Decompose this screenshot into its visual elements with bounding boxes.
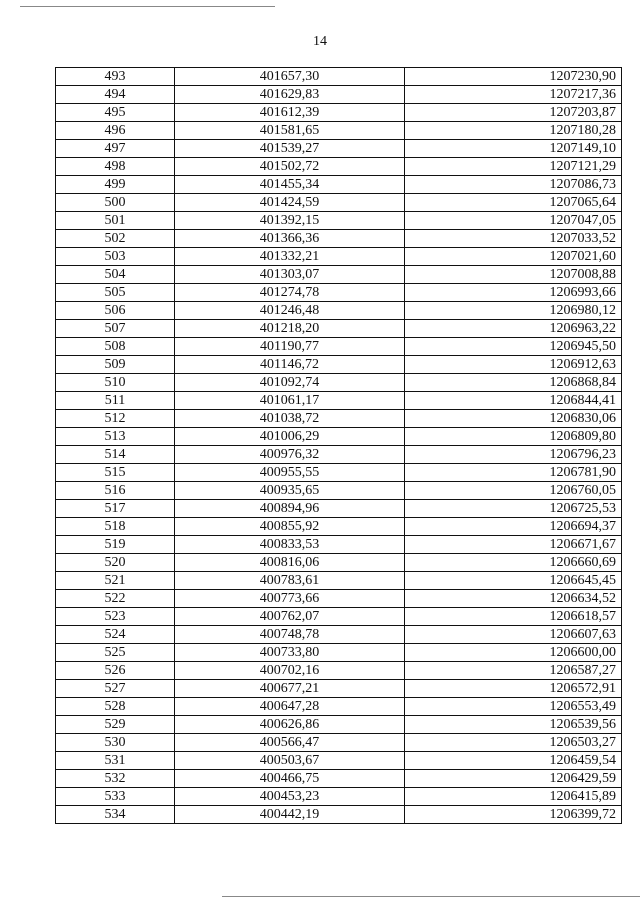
- x-coordinate-cell: 400702,16: [175, 662, 405, 680]
- point-number-cell: 499: [56, 176, 175, 194]
- table-row: [56, 446, 622, 464]
- x-coordinate-cell: 401332,21: [175, 248, 405, 266]
- table-row: [56, 788, 622, 806]
- table-row: [56, 752, 622, 770]
- table-row: [56, 536, 622, 554]
- table-row: [56, 320, 622, 338]
- point-number-cell: 507: [56, 320, 175, 338]
- table-row: [56, 104, 622, 122]
- x-coordinate-cell: 400442,19: [175, 806, 405, 824]
- table-row: [56, 140, 622, 158]
- point-number-cell: 528: [56, 698, 175, 716]
- point-number-cell: 511: [56, 392, 175, 410]
- y-coordinate-cell: 1206459,54: [405, 752, 622, 770]
- table-row: [56, 464, 622, 482]
- x-coordinate-cell: 401190,77: [175, 338, 405, 356]
- point-number-cell: 502: [56, 230, 175, 248]
- table-row: [56, 482, 622, 500]
- table-row: [56, 572, 622, 590]
- x-coordinate-cell: 400773,66: [175, 590, 405, 608]
- x-coordinate-cell: 400855,92: [175, 518, 405, 536]
- y-coordinate-cell: 1206844,41: [405, 392, 622, 410]
- point-number-cell: 526: [56, 662, 175, 680]
- y-coordinate-cell: 1206671,67: [405, 536, 622, 554]
- y-coordinate-cell: 1206607,63: [405, 626, 622, 644]
- y-coordinate-cell: 1207008,88: [405, 266, 622, 284]
- point-number-cell: 508: [56, 338, 175, 356]
- point-number-cell: 497: [56, 140, 175, 158]
- table-row: [56, 590, 622, 608]
- y-coordinate-cell: 1207230,90: [405, 68, 622, 86]
- x-coordinate-cell: 401366,36: [175, 230, 405, 248]
- x-coordinate-cell: 400677,21: [175, 680, 405, 698]
- table-row: [56, 266, 622, 284]
- point-number-cell: 513: [56, 428, 175, 446]
- table-row: [56, 284, 622, 302]
- point-number-cell: 506: [56, 302, 175, 320]
- x-coordinate-cell: 400833,53: [175, 536, 405, 554]
- y-coordinate-cell: 1206572,91: [405, 680, 622, 698]
- table-row: [56, 626, 622, 644]
- x-coordinate-cell: 401424,59: [175, 194, 405, 212]
- point-number-cell: 517: [56, 500, 175, 518]
- table-row: [56, 86, 622, 104]
- x-coordinate-cell: 400733,80: [175, 644, 405, 662]
- y-coordinate-cell: 1206980,12: [405, 302, 622, 320]
- y-coordinate-cell: 1206503,27: [405, 734, 622, 752]
- x-coordinate-cell: 400816,06: [175, 554, 405, 572]
- x-coordinate-cell: 400453,23: [175, 788, 405, 806]
- x-coordinate-cell: 401303,07: [175, 266, 405, 284]
- y-coordinate-cell: 1206539,56: [405, 716, 622, 734]
- point-number-cell: 500: [56, 194, 175, 212]
- point-number-cell: 501: [56, 212, 175, 230]
- point-number-cell: 533: [56, 788, 175, 806]
- table-row: [56, 662, 622, 680]
- table-row: [56, 554, 622, 572]
- point-number-cell: 493: [56, 68, 175, 86]
- y-coordinate-cell: 1207180,28: [405, 122, 622, 140]
- x-coordinate-cell: 401274,78: [175, 284, 405, 302]
- table-row: [56, 212, 622, 230]
- y-coordinate-cell: 1206399,72: [405, 806, 622, 824]
- y-coordinate-cell: 1206429,59: [405, 770, 622, 788]
- x-coordinate-cell: 401629,83: [175, 86, 405, 104]
- x-coordinate-cell: 401539,27: [175, 140, 405, 158]
- point-number-cell: 532: [56, 770, 175, 788]
- table-row: [56, 518, 622, 536]
- point-number-cell: 527: [56, 680, 175, 698]
- point-number-cell: 516: [56, 482, 175, 500]
- point-number-cell: 503: [56, 248, 175, 266]
- point-number-cell: 515: [56, 464, 175, 482]
- point-number-cell: 525: [56, 644, 175, 662]
- point-number-cell: 510: [56, 374, 175, 392]
- y-coordinate-cell: 1206945,50: [405, 338, 622, 356]
- top-rule: [20, 6, 275, 7]
- x-coordinate-cell: 400647,28: [175, 698, 405, 716]
- x-coordinate-cell: 400748,78: [175, 626, 405, 644]
- y-coordinate-cell: 1206725,53: [405, 500, 622, 518]
- x-coordinate-cell: 401218,20: [175, 320, 405, 338]
- y-coordinate-cell: 1207033,52: [405, 230, 622, 248]
- table-row: [56, 644, 622, 662]
- table-row: [56, 428, 622, 446]
- x-coordinate-cell: 400626,86: [175, 716, 405, 734]
- point-number-cell: 529: [56, 716, 175, 734]
- table-row: [56, 374, 622, 392]
- y-coordinate-cell: 1206618,57: [405, 608, 622, 626]
- bottom-rule: [222, 896, 640, 897]
- point-number-cell: 530: [56, 734, 175, 752]
- y-coordinate-cell: 1206830,06: [405, 410, 622, 428]
- y-coordinate-cell: 1206553,49: [405, 698, 622, 716]
- x-coordinate-cell: 400762,07: [175, 608, 405, 626]
- x-coordinate-cell: 401455,34: [175, 176, 405, 194]
- x-coordinate-cell: 400503,67: [175, 752, 405, 770]
- table-row: [56, 806, 622, 824]
- point-number-cell: 531: [56, 752, 175, 770]
- x-coordinate-cell: 401392,15: [175, 212, 405, 230]
- coordinates-table-body: [56, 68, 622, 824]
- point-number-cell: 505: [56, 284, 175, 302]
- y-coordinate-cell: 1206760,05: [405, 482, 622, 500]
- x-coordinate-cell: 401092,74: [175, 374, 405, 392]
- table-row: [56, 68, 622, 86]
- y-coordinate-cell: 1206600,00: [405, 644, 622, 662]
- point-number-cell: 522: [56, 590, 175, 608]
- table-row: [56, 410, 622, 428]
- point-number-cell: 518: [56, 518, 175, 536]
- table-row: [56, 248, 622, 266]
- x-coordinate-cell: 401657,30: [175, 68, 405, 86]
- x-coordinate-cell: 401612,39: [175, 104, 405, 122]
- point-number-cell: 514: [56, 446, 175, 464]
- point-number-cell: 512: [56, 410, 175, 428]
- point-number-cell: 534: [56, 806, 175, 824]
- point-number-cell: 504: [56, 266, 175, 284]
- table-row: [56, 680, 622, 698]
- y-coordinate-cell: 1207217,36: [405, 86, 622, 104]
- table-row: [56, 608, 622, 626]
- table-row: [56, 770, 622, 788]
- y-coordinate-cell: 1207021,60: [405, 248, 622, 266]
- x-coordinate-cell: 401581,65: [175, 122, 405, 140]
- point-number-cell: 519: [56, 536, 175, 554]
- table-row: [56, 338, 622, 356]
- table-row: [56, 158, 622, 176]
- x-coordinate-cell: 400783,61: [175, 572, 405, 590]
- table-row: [56, 176, 622, 194]
- point-number-cell: 495: [56, 104, 175, 122]
- y-coordinate-cell: 1206660,69: [405, 554, 622, 572]
- y-coordinate-cell: 1206796,23: [405, 446, 622, 464]
- table-row: [56, 734, 622, 752]
- x-coordinate-cell: 401502,72: [175, 158, 405, 176]
- x-coordinate-cell: 400935,65: [175, 482, 405, 500]
- point-number-cell: 498: [56, 158, 175, 176]
- table-row: [56, 194, 622, 212]
- x-coordinate-cell: 401246,48: [175, 302, 405, 320]
- table-row: [56, 230, 622, 248]
- coordinates-table: [55, 67, 622, 824]
- table-row: [56, 716, 622, 734]
- x-coordinate-cell: 401061,17: [175, 392, 405, 410]
- y-coordinate-cell: 1206809,80: [405, 428, 622, 446]
- y-coordinate-cell: 1206587,27: [405, 662, 622, 680]
- y-coordinate-cell: 1206694,37: [405, 518, 622, 536]
- point-number-cell: 523: [56, 608, 175, 626]
- point-number-cell: 521: [56, 572, 175, 590]
- x-coordinate-cell: 400976,32: [175, 446, 405, 464]
- point-number-cell: 520: [56, 554, 175, 572]
- y-coordinate-cell: 1206868,84: [405, 374, 622, 392]
- x-coordinate-cell: 401146,72: [175, 356, 405, 374]
- y-coordinate-cell: 1207065,64: [405, 194, 622, 212]
- x-coordinate-cell: 400955,55: [175, 464, 405, 482]
- y-coordinate-cell: 1207203,87: [405, 104, 622, 122]
- x-coordinate-cell: 401006,29: [175, 428, 405, 446]
- table-row: [56, 698, 622, 716]
- x-coordinate-cell: 400566,47: [175, 734, 405, 752]
- table-row: [56, 122, 622, 140]
- y-coordinate-cell: 1206781,90: [405, 464, 622, 482]
- point-number-cell: 509: [56, 356, 175, 374]
- table-row: [56, 500, 622, 518]
- y-coordinate-cell: 1207149,10: [405, 140, 622, 158]
- x-coordinate-cell: 400466,75: [175, 770, 405, 788]
- x-coordinate-cell: 400894,96: [175, 500, 405, 518]
- y-coordinate-cell: 1207086,73: [405, 176, 622, 194]
- page-number: 14: [313, 34, 327, 49]
- y-coordinate-cell: 1207047,05: [405, 212, 622, 230]
- y-coordinate-cell: 1206634,52: [405, 590, 622, 608]
- point-number-cell: 494: [56, 86, 175, 104]
- table-row: [56, 392, 622, 410]
- point-number-cell: 524: [56, 626, 175, 644]
- point-number-cell: 496: [56, 122, 175, 140]
- y-coordinate-cell: 1206993,66: [405, 284, 622, 302]
- x-coordinate-cell: 401038,72: [175, 410, 405, 428]
- y-coordinate-cell: 1206963,22: [405, 320, 622, 338]
- table-row: [56, 302, 622, 320]
- y-coordinate-cell: 1206912,63: [405, 356, 622, 374]
- y-coordinate-cell: 1206645,45: [405, 572, 622, 590]
- y-coordinate-cell: 1207121,29: [405, 158, 622, 176]
- y-coordinate-cell: 1206415,89: [405, 788, 622, 806]
- table-row: [56, 356, 622, 374]
